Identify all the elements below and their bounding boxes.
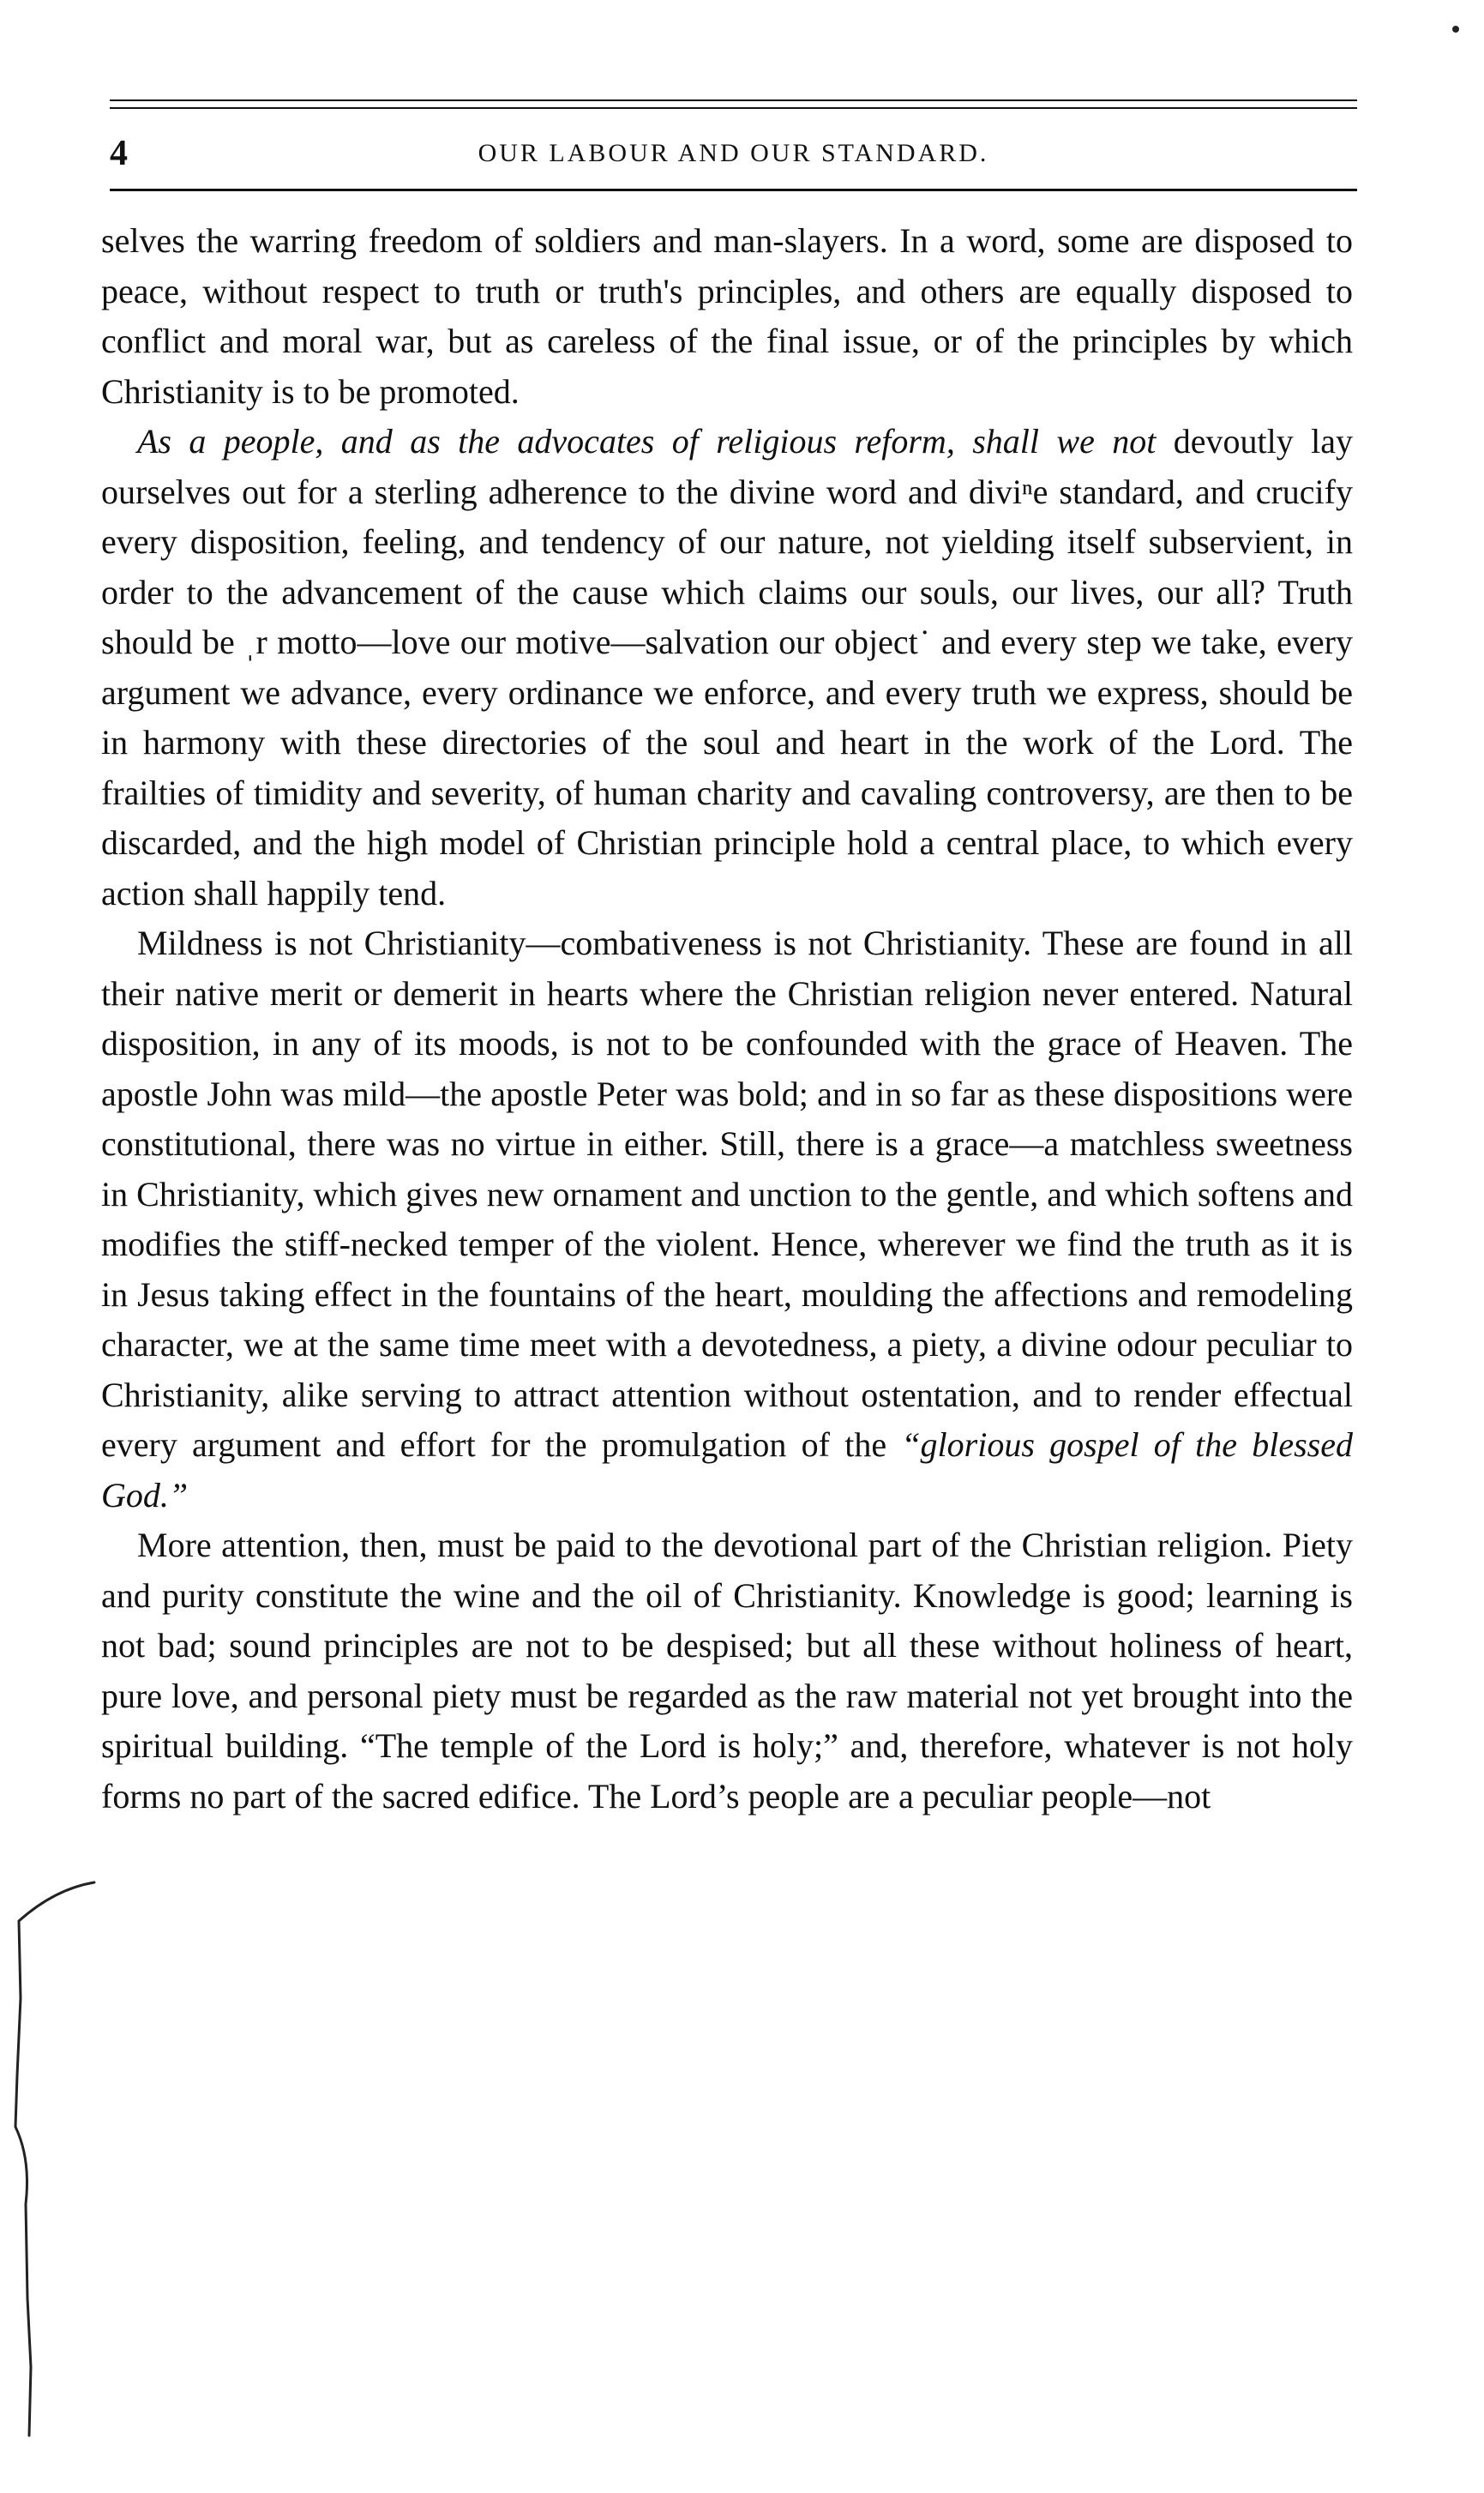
page-header [110, 127, 1357, 180]
paragraph-2-text: devoutly lay ourselves out for a sterling adherence to the divine word and diviⁿe standard, and crucify every disposition, feeling, and tendency of our nature, not yielding itself subservient, in order to the advancement of the cause which claims our souls, our lives, our all? Truth should be ˌr motto—love our motive—salvation our object˙ and every step we take, every argument we advance, every ordinance we enforce, and every truth we express, should be in harmony with these directories of the soul and heart in the work of the Lord. The frailties of timidity and severity, of human charity and cavaling controversy, are then to be discarded, and the high model of Christian principle hold a central place, to which every action shall happily tend. [101, 422, 1353, 912]
paragraph-2-italic-opening: As a people, and as the advocates of religious reform, shall we not [137, 422, 1157, 461]
paragraph-3 [101, 918, 1353, 1520]
header-rule-top-second [110, 107, 1357, 109]
margin-bracket-line [15, 1882, 94, 2436]
paragraph-4: More attention, then, must be paid to the devotional part of the Christian religion. Piety and purity constitute the wine and the oil of Christianity. Knowledge is good; learning is not bad; sound principles are not to be despised; but all these without holiness of heart, pure love, and personal piety must be regarded as the raw material not yet brought into the spiritual building. “The temple of the Lord is holy;” and, therefore, whatever is not holy forms no part of the sacred edifice. The Lord’s people are a peculiar people—not [101, 1526, 1353, 1816]
corner-speck [1452, 26, 1459, 33]
paragraph-3-text: Mildness is not Christianity—combativeness is not Christianity. These are found in all their native merit or demerit in hearts where the Christian religion never entered. Natural disposition, in any of its moods, is not to be confounded with the grace of Heaven. The apostle John was mild—the apostle Peter was bold; and in so far as these dispositions were constitutional, there was no virtue in either. Still, there is a grace—a matchless sweetness in Christianity, which gives new ornament and unction to the gentle, and which softens and modifies the stiff-necked temper of the violent. Hence, wherever we find the truth as it is in Jesus taking effect in the fountains of the heart, moulding the affections and remodeling character, we at the same time meet with a devotedness, a piety, a divine odour peculiar to Christianity, alike serving to attract attention without ostentation, and to render effectual every argument and effort for the promulgation of the [101, 924, 1353, 1464]
body-text [101, 216, 1353, 1822]
paragraph-3-quotation: “glorious gospel of the blessed God.” [101, 1425, 1353, 1514]
paragraph-1: selves the warring freedom of soldiers and man-slayers. In a word, some are disposed to peace, without respect to truth or truth's principles, and others are equally disposed to conflict and moral war, but as careless of the final issue, or of the principles by which Christianity is to be promoted. [101, 221, 1353, 411]
header-rule-bottom [110, 189, 1357, 191]
page-number: 4 [110, 134, 128, 173]
paragraph-2 [101, 417, 1353, 918]
running-title: OUR LABOUR AND OUR STANDARD. [478, 139, 989, 167]
header-rule-top [110, 99, 1357, 101]
